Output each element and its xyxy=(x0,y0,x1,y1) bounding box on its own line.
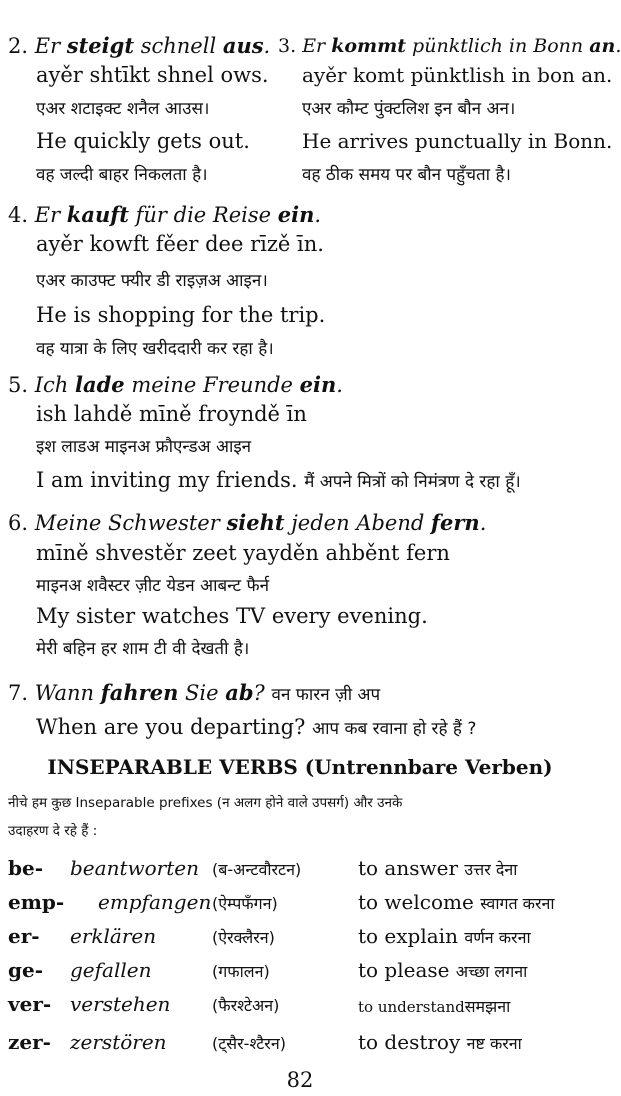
hindi-meaning: वर्णन करना xyxy=(464,928,531,947)
example-6-pronunciation: mīně shvestěr zeet yayděn ahběnt fern xyxy=(36,541,450,565)
example-4-english: He is shopping for the trip. xyxy=(36,303,326,327)
german-verb: empfangen xyxy=(98,890,212,914)
example-number: 5. xyxy=(8,373,29,397)
punct: ? xyxy=(253,681,265,705)
english-text: to answer xyxy=(358,856,459,880)
verb-bold: steigt xyxy=(66,33,135,58)
german-text: für die Reise xyxy=(128,203,278,227)
english-meaning xyxy=(358,890,555,914)
prefix-bold: aus xyxy=(222,33,264,58)
hindi-meaning: नष्ट करना xyxy=(466,1034,522,1053)
prefix-bold: ein xyxy=(277,202,315,227)
prefix: zer- xyxy=(8,1030,51,1054)
german-text: Er xyxy=(34,203,67,227)
german-verb: gefallen xyxy=(70,958,152,982)
example-5-german xyxy=(8,372,343,398)
english-meaning xyxy=(358,958,527,982)
prefix: emp- xyxy=(8,890,65,914)
verb-bold: sieht xyxy=(226,510,285,535)
example-3-pronunciation: ayěr komt pünktlish in bon an. xyxy=(302,63,613,87)
english-translation: I am inviting my friends. xyxy=(36,468,298,492)
example-number: 7. xyxy=(8,681,29,705)
prefix: ver- xyxy=(8,992,52,1016)
example-4-pronunciation: ayěr kowft fěer dee rīzě īn. xyxy=(36,232,324,256)
hindi-pronunciation: (ब-अन्टवौरटन) xyxy=(212,860,302,879)
hindi-meaning: अच्छा लगना xyxy=(455,962,528,981)
hindi-meaning: समझना xyxy=(464,997,511,1016)
example-4-german xyxy=(8,202,321,228)
prefix-bold: fern xyxy=(430,510,480,535)
german-text: Er xyxy=(302,35,332,57)
example-6-english: My sister watches TV every evening. xyxy=(36,604,428,628)
verb-bold: fahren xyxy=(100,680,179,705)
prefix: er- xyxy=(8,924,40,948)
example-7-english-hindi xyxy=(36,714,476,742)
example-6-hindi-pronunciation: माइनअ शवैस्टर ज़ीट येडन आबन्ट फैर्न xyxy=(36,576,270,596)
example-2-hindi-pronunciation: एअर शटाइक्ट शनैल आउस। xyxy=(36,99,210,119)
hindi-translation: आप कब रवाना हो रहे हैं ? xyxy=(312,719,477,739)
example-3-hindi-pronunciation: एअर कौम्ट पुंक्टलिश इन बौन अन। xyxy=(302,99,516,119)
intro-line-1: नीचे हम कुछ Inseparable prefixes (न अलग होने वाले उपसर्ग) और उनके xyxy=(8,795,403,811)
section-heading: INSEPARABLE VERBS (Untrennbare Verben) xyxy=(47,755,553,779)
hindi-pronunciation: (ऐरक्लैरन) xyxy=(212,928,275,947)
english-meaning xyxy=(358,924,531,948)
german-text: Er xyxy=(34,34,67,58)
verb-bold: lade xyxy=(75,372,125,397)
hindi-pronunciation: (ट्सैर-श्टैरन) xyxy=(212,1034,286,1053)
german-verb: zerstören xyxy=(70,1030,167,1054)
german-verb: verstehen xyxy=(70,992,171,1016)
example-5-pronunciation: ish lahdě mīně froyndě īn xyxy=(36,402,307,426)
example-number: 3. xyxy=(278,35,297,57)
example-5-english-hindi xyxy=(36,467,521,495)
hindi-pronunciation: (ऐम्पफँगन) xyxy=(212,894,278,913)
english-meaning xyxy=(358,1030,522,1054)
punct: . xyxy=(615,35,621,57)
english-meaning xyxy=(358,856,517,880)
example-2-hindi: वह जल्दी बाहर निकलता है। xyxy=(36,165,208,185)
german-verb: erklären xyxy=(70,924,157,948)
example-2-english: He quickly gets out. xyxy=(36,129,250,153)
intro-line-2: उदाहरण दे रहे हैं : xyxy=(8,823,98,839)
example-number: 2. xyxy=(8,34,29,58)
prefix-bold: ein xyxy=(299,372,337,397)
english-text: to welcome xyxy=(358,890,474,914)
verb-bold: kauft xyxy=(66,202,129,227)
english-text: to please xyxy=(358,958,450,982)
hindi-pronunciation: (गफालन) xyxy=(212,962,270,981)
example-3-english: He arrives punctually in Bonn. xyxy=(302,129,613,153)
example-4-hindi-pronunciation: एअर काउफ्ट फ्यीर डी राइज़अ आइन। xyxy=(36,271,268,291)
hindi-translation: मैं अपने मित्रों को निमंत्रण दे रहा हूँ। xyxy=(304,472,521,492)
prefix: be- xyxy=(8,856,44,880)
example-3-german xyxy=(278,33,621,59)
example-6-german xyxy=(8,510,486,536)
german-text: Sie xyxy=(178,681,226,705)
german-text: Wann xyxy=(34,681,101,705)
punct: . xyxy=(263,34,271,58)
english-translation: When are you departing? xyxy=(36,715,306,739)
example-2-pronunciation: ayěr shtīkt shnel ows. xyxy=(36,63,269,87)
english-meaning xyxy=(358,995,510,1017)
german-text: Meine Schwester xyxy=(34,511,227,535)
english-text: to understand xyxy=(358,998,465,1016)
example-4-hindi: वह यात्रा के लिए खरीददारी कर रहा है। xyxy=(36,339,274,359)
prefix-bold: an xyxy=(589,35,616,57)
prefix-bold: ab xyxy=(225,680,254,705)
example-number: 4. xyxy=(8,203,29,227)
punct: . xyxy=(314,203,322,227)
german-text: pünktlich in Bonn xyxy=(406,35,590,57)
hindi-pronunciation: वन फारन ज़ी अप xyxy=(271,685,381,705)
english-text: to destroy xyxy=(358,1030,461,1054)
german-text: jeden Abend xyxy=(284,511,431,535)
example-5-hindi-pronunciation: इश लाडअ माइनअ फ्रौएन्डअ आइन xyxy=(36,437,252,457)
verb-bold: kommt xyxy=(331,35,407,57)
hindi-meaning: उत्तर देना xyxy=(464,860,518,879)
page-number: 82 xyxy=(286,1068,314,1092)
example-6-hindi: मेरी बहिन हर शाम टी वी देखती है। xyxy=(36,639,250,659)
german-text: meine Freunde xyxy=(124,373,300,397)
example-3-hindi: वह ठीक समय पर बौन पहुँचता है। xyxy=(302,165,511,185)
english-text: to explain xyxy=(358,924,458,948)
punct: . xyxy=(479,511,487,535)
german-text: Ich xyxy=(34,373,75,397)
german-text: schnell xyxy=(134,34,223,58)
example-2-german xyxy=(8,33,270,59)
example-7-german xyxy=(8,680,380,708)
punct: . xyxy=(336,373,343,397)
example-number: 6. xyxy=(8,511,29,535)
hindi-meaning: स्वागत करना xyxy=(480,894,555,913)
prefix: ge- xyxy=(8,958,44,982)
hindi-pronunciation: (फैरश्टेअन) xyxy=(212,996,280,1015)
german-verb: beantworten xyxy=(70,856,199,880)
